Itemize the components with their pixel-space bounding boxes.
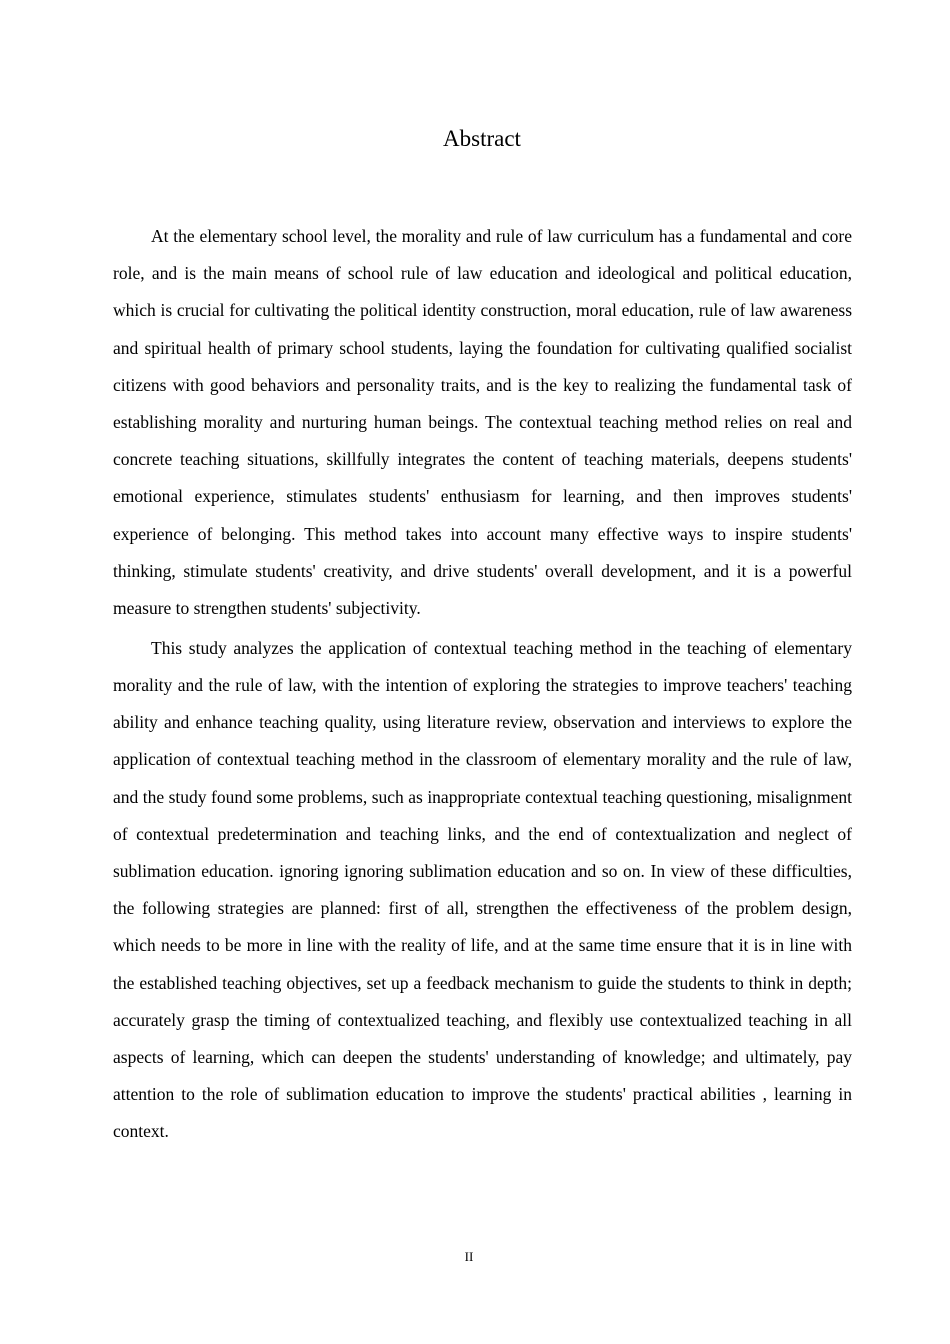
abstract-body	[113, 218, 852, 1151]
abstract-paragraph-1: At the elementary school level, the morality and rule of law curriculum has a fundamental and core role, and is the main means of school rule of law education and ideological and political education, which is crucial for cultivating the political identity construction, moral education, rule of law awareness and spiritual health of primary school students, laying the foundation for cultivating qualified socialist citizens with good behaviors and personality traits, and is the key to realizing the fundamental task of establishing morality and nurturing human beings. The contextual teaching method relies on real and concrete teaching situations, skillfully integrates the content of teaching materials, deepens students' emotional experience, stimulates students' enthusiasm for learning, and then improves students' experience of belonging. This method takes into account many effective ways to inspire students' thinking, stimulate students' creativity, and drive students' overall development, and it is a powerful measure to strengthen students' subjectivity.	[113, 226, 852, 619]
abstract-paragraph-2: This study analyzes the application of contextual teaching method in the teaching of elementary morality and the rule of law, with the intention of exploring the strategies to improve teachers' teaching ability and enhance teaching quality, using literature review, observation and interviews to explore the application of contextual teaching method in the classroom of elementary morality and the rule of law, and the study found some problems, such as inappropriate contextual teaching questioning, misalignment of contextual predetermination and teaching links, and the end of contextualization and neglect of sublimation education. ignoring ignoring sublimation education and so on. In view of these difficulties, the following strategies are planned: first of all, strengthen the effectiveness of the problem design, which needs to be more in line with the reality of life, and at the same time ensure that it is in line with the established teaching objectives, set up a feedback mechanism to guide the students to think in depth; accurately grasp the timing of contextualized teaching, and flexibly use contextualized teaching in all aspects of learning, which can deepen the students' understanding of knowledge; and ultimately, pay attention to the role of sublimation education to improve the students' practical abilities , learning in context.	[113, 637, 852, 1142]
page-number: II	[464, 1249, 474, 1264]
abstract-title: Abstract	[443, 126, 521, 151]
